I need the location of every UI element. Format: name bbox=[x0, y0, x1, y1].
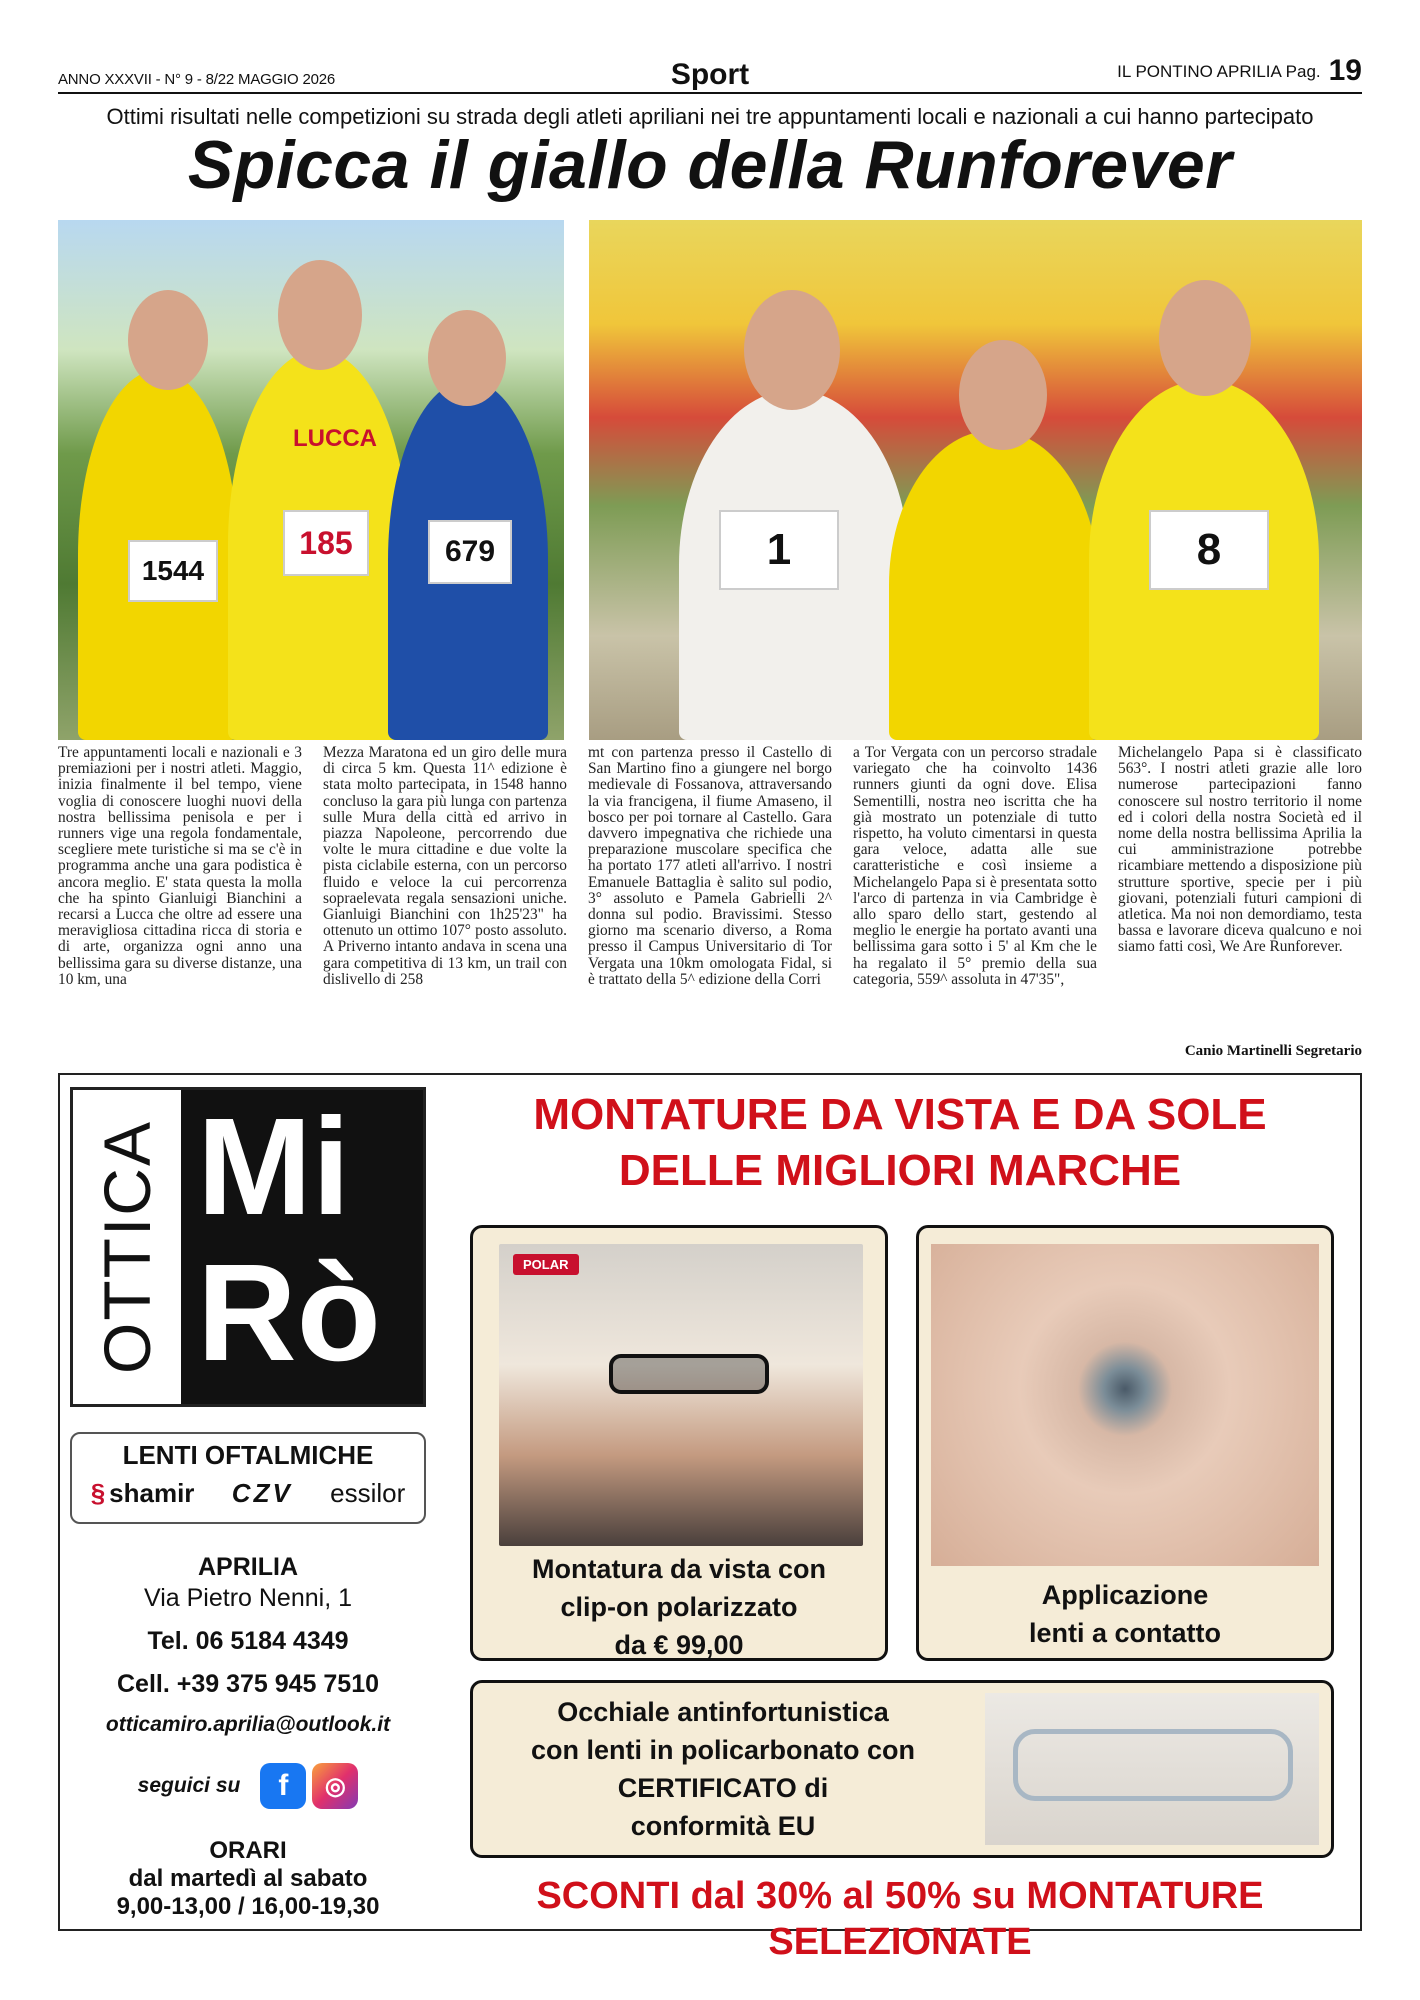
race-bib: 8 bbox=[1149, 510, 1269, 590]
promo-safety-line4: conformità EU bbox=[630, 1811, 816, 1841]
runner-head bbox=[428, 310, 506, 406]
hours-title: ORARI bbox=[209, 1837, 287, 1864]
logo-ro-text: Rò bbox=[197, 1236, 381, 1390]
contact-email: otticamiro.aprilia@outlook.it bbox=[105, 1713, 391, 1736]
paper-title: IL PONTINO APRILIA Pag. bbox=[1117, 62, 1321, 81]
promo-safety-line2: con lenti in policarbonato con bbox=[530, 1735, 915, 1765]
brand-czv: CZV bbox=[231, 1478, 293, 1508]
contact-phone: Tel. 06 5184 4349 bbox=[147, 1627, 349, 1655]
runner-yellow-center bbox=[889, 430, 1099, 740]
runner-head bbox=[959, 340, 1047, 450]
lenti-title: LENTI OFTALMICHE bbox=[122, 1440, 374, 1470]
shamir-logo-icon: § bbox=[90, 1478, 106, 1508]
hours-times: 9,00-13,00 / 16,00-19,30 bbox=[116, 1893, 380, 1920]
brand-shamir-label: shamir bbox=[109, 1478, 195, 1508]
social-label: seguici su bbox=[137, 1774, 241, 1797]
promo-safety-caption bbox=[473, 1693, 973, 1845]
promo-contact-lenses-line2: lenti a contatto bbox=[1028, 1618, 1221, 1648]
paper-name bbox=[1117, 54, 1362, 88]
article-subtitle: Ottimi risultati nelle competizioni su strada degli atleti apriliani nei tre appuntamenti locali e nazionali a cui hanno partecipato bbox=[106, 104, 1314, 129]
hours-days: dal martedì al sabato bbox=[128, 1865, 368, 1892]
brand-essilor: essilor bbox=[330, 1478, 406, 1508]
contact-city: APRILIA bbox=[198, 1553, 298, 1581]
social-links bbox=[70, 1763, 426, 1809]
race-bib: 1 bbox=[719, 510, 839, 590]
race-bib: 185 bbox=[283, 510, 369, 576]
promo-contact-lenses-line1: Applicazione bbox=[1041, 1580, 1209, 1610]
promo-contact-lenses bbox=[916, 1225, 1334, 1661]
safety-glasses-icon bbox=[1013, 1729, 1293, 1801]
opening-hours bbox=[70, 1837, 426, 1921]
promo-safety-line3: CERTIFICATO di bbox=[617, 1773, 829, 1803]
polar-badge: POLAR bbox=[513, 1254, 579, 1275]
runner-head bbox=[744, 290, 840, 410]
promo-clip-on-caption bbox=[473, 1550, 885, 1664]
logo-mi-text: Mi bbox=[197, 1090, 351, 1244]
contact-info bbox=[70, 1553, 426, 1737]
promo-clip-on-line1: Montatura da vista con bbox=[531, 1554, 827, 1584]
ottica-miro-logo bbox=[70, 1087, 426, 1407]
promo-contact-lenses-caption bbox=[919, 1576, 1331, 1652]
glasses-icon bbox=[609, 1354, 769, 1394]
issue-info: ANNO XXXVII - N° 9 - 8/22 MAGGIO 2026 bbox=[58, 71, 336, 88]
article-column-1: Tre appuntamenti locali e nazionali e 3 premiazioni per i nostri atleti. Maggio, inizia finalmente il bel tempo, viene voglia di conoscere luoghi nuovi della nostra bellissima penisola e per i runners vige una regola fondamentale, scegliere mete turistiche si ma se c'è in programma anche una gara podistica è ancora meglio. E' stata questa la molla che ha spinto Gianluigi Bianchini a recarsi a Lucca che oltre ad essere una meravigliosa cittadina ricca di storia e di arte, organizza ogni anno una bellissima gara su diverse distanze, una 10 km, una bbox=[58, 745, 302, 988]
promo-clip-on-price: da € 99,00 bbox=[614, 1630, 744, 1660]
article-column-2: Mezza Maratona ed un giro delle mura di circa 5 km. Questa 11^ edizione è stata molto partecipata, in 1548 hanno concluso la gara più lunga con partenza sulle Mura della città ed arrivo in piazza Napoleone, percorrendo due volte le mura cittadine e due volte la pista ciclabile esterna, con un percorso fluido e veloce la cui percorrenza sopraelevata regala sensazioni uniche. Gianluigi Bianchini con 1h25'23" ha ottenuto un ottimo 107° posto assoluto. A Priverno intanto andava in scena una gara competitiva di 13 km, un trail con dislivello di 258 bbox=[323, 745, 567, 988]
runner-head bbox=[1159, 280, 1251, 396]
promo-safety-line1: Occhiale antinfortunistica bbox=[557, 1697, 889, 1727]
contact-mobile: Cell. +39 375 945 7510 bbox=[116, 1670, 380, 1698]
article-column-3: mt con partenza presso il Castello di San Martino fino a giungere nel borgo medievale di Fossanova, attraversando la via francigena, il fiume Amaseno, il bosco per poi tornare al Castello. Gara davvero impegnativa che richiede una preparazione muscolare specifica che ha portato 177 atleti all'arrivo. I nostri Emanuele Battaglia è salito sul podio, 3° assoluto e Pamela Gabrielli 2^ donna sul podio. Bravissimi. Stesso giorno ma scenario diverso, a Roma presso il Campus Universitario di Tor Vergata una 10km omologata Fidal, si è trattato della 5^ edizione della Corri bbox=[588, 745, 832, 988]
lenti-oftalmiche-box bbox=[70, 1432, 426, 1524]
lens-brands bbox=[72, 1478, 424, 1509]
ad-headline bbox=[440, 1087, 1360, 1199]
photo-lucca-runners bbox=[58, 220, 564, 740]
eye-contact-lens-image bbox=[931, 1244, 1319, 1566]
promo-clip-on bbox=[470, 1225, 888, 1661]
race-bib: 679 bbox=[428, 520, 512, 584]
page-header bbox=[58, 56, 1362, 94]
ad-headline-line2: DELLE MIGLIORI MARCHE bbox=[618, 1146, 1182, 1195]
brand-shamir bbox=[91, 1478, 195, 1509]
section-title: Sport bbox=[670, 58, 750, 91]
logo-ottica-text: OTTICA bbox=[90, 1120, 164, 1374]
shirt-text: LUCCA bbox=[293, 425, 377, 452]
page-number: 19 bbox=[1328, 54, 1362, 87]
article-column-4: a Tor Vergata con un percorso stradale variegato che ha coinvolto 1436 runners giunti da ogni dove. Elisa Sementilli, nostra neo iscritta che ha già mostrato un potenziale di tutto rispetto, ha voluto cimentarsi in questa gara veloce, adatta alle sue caratteristiche e così insieme a Michelangelo Papa si è presentata sotto l'arco di partenza in via Cambridge è allo sparo dello start, gestendo al meglio le energie ha portato avanti una bellissima gara sotto i 5' al Km che le ha regalato il 5° premio della sua categoria, 559^ assoluta in 47'35", bbox=[853, 745, 1097, 988]
contact-address: Via Pietro Nenni, 1 bbox=[144, 1584, 352, 1612]
article-body bbox=[58, 745, 1362, 1065]
ad-headline-line1: MONTATURE DA VISTA E DA SOLE bbox=[533, 1090, 1267, 1139]
photo-priverno-podium bbox=[589, 220, 1362, 740]
facebook-icon: f bbox=[260, 1763, 306, 1809]
instagram-icon: ◎ bbox=[312, 1763, 358, 1809]
model-glasses-image bbox=[499, 1244, 863, 1546]
promo-clip-on-line2: clip-on polarizzato bbox=[560, 1592, 798, 1622]
article-column-5: Michelangelo Papa si è classificato 563°. I nostri atleti grazie alle loro numerose partecipazioni fanno conoscere sul nostro territorio il nome ed i colori della nostra Società ed il nome della nostra bellissima Aprilia la cui amministrazione potrebbe ricambiare mettendo a disposizione più strutture sportive, specie per i più giovani, potenziali futuri campioni di atletica. Ma noi non demordiamo, testa bassa e lavorare diceva qualcuno e noi siamo fatti così, We Are Runforever. bbox=[1118, 745, 1362, 956]
safety-glasses-image bbox=[985, 1693, 1319, 1845]
article-headline: Spicca il giallo della Runforever bbox=[187, 127, 1233, 203]
promo-safety-glasses bbox=[470, 1680, 1334, 1858]
runner-head bbox=[278, 260, 362, 370]
article-signature: Canio Martinelli Segretario bbox=[1184, 1043, 1362, 1059]
discount-banner: SCONTI dal 30% al 50% su MONTATURE SELEZIONATE bbox=[536, 1875, 1264, 1963]
ottica-miro-ad bbox=[58, 1073, 1362, 1963]
runner-head bbox=[128, 290, 208, 390]
race-bib: 1544 bbox=[128, 540, 218, 602]
